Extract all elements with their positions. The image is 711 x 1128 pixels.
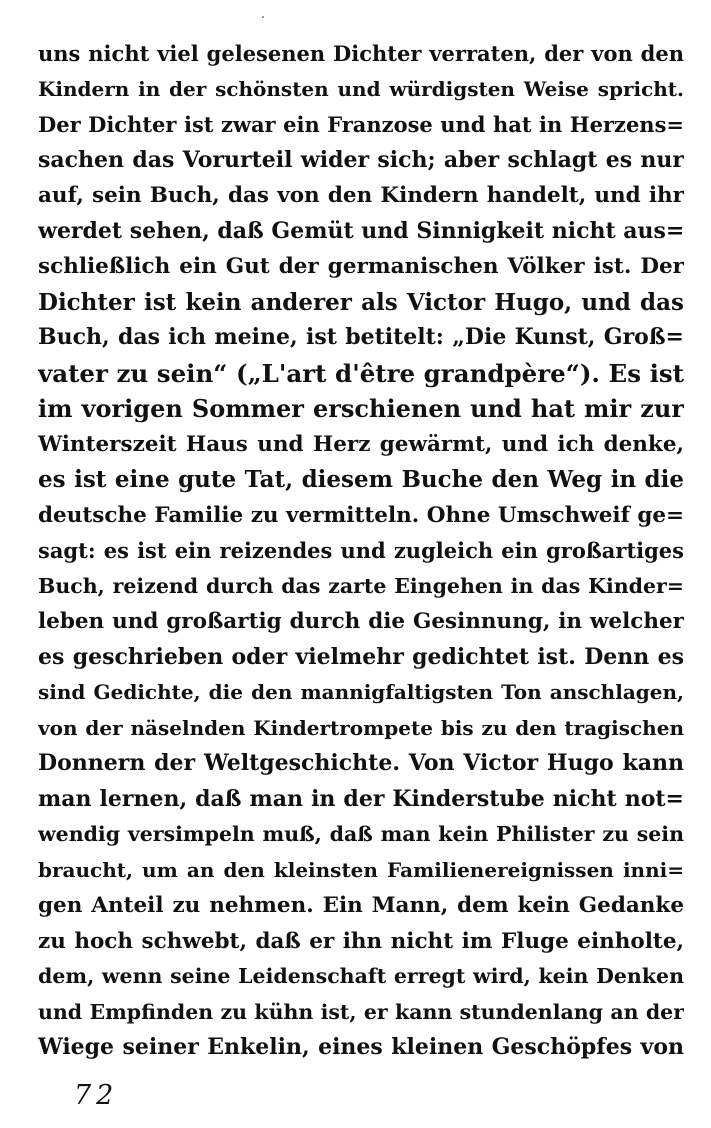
text-line: Dichter ist kein anderer als Victor Hugo, und das [38,288,684,316]
text-line: vater zu sein“ („L'art d'être grandpère“). Es ist [38,358,684,388]
page-number: 72 [74,1080,119,1111]
text-line: sagt: es ist ein reizendes und zugleich ein großartiges [38,538,684,563]
text-line: Wiege seiner Enkelin, eines kleinen Geschöpfes von [38,1034,684,1060]
text-line: leben und großartig durch die Gesinnung, in welcher [38,609,684,634]
text-line: braucht, um an den kleinsten Familienereignissen inni= [38,857,684,882]
text-line: es geschrieben oder vielmehr gedichtet ist. Denn es [38,643,684,670]
text-line: Donnern der Weltgeschichte. Von Victor Hugo kann [38,750,684,776]
text-line: gen Anteil zu nehmen. Ein Mann, dem kein Gedanke [38,893,684,918]
text-line: Buch, das ich meine, ist betitelt: „Die Kunst, Groß= [38,324,684,350]
text-line: Der Dichter ist zwar ein Franzose und hat in Herzens= [38,112,684,137]
text-line: deutsche Familie zu vermitteln. Ohne Umschweif ge= [38,502,684,528]
text-line: es ist eine gute Tat, diesem Buche den Weg in die [38,466,684,493]
text-line: uns nicht viel gelesenen Dichter verraten, der von den [38,41,684,66]
text-line: zu hoch schwebt, daß er ihn nicht im Fluge einholte, [38,928,684,954]
text-line: von der näselnden Kindertrompete bis zu den tragischen [38,715,684,740]
text-line: Winterszeit Haus und Herz gewärmt, und ich denke, [38,431,684,457]
text-line: schließlich ein Gut der germanischen Völker ist. Der [38,254,684,279]
text-line: im vorigen Sommer erschienen und hat mir zur [38,394,684,423]
text-line: werdet sehen, daß Gemüt und Sinnigkeit nicht aus= [38,217,684,244]
text-line: dem, wenn seine Leidenschaft erregt wird, kein Denken [38,964,684,988]
text-line: sachen das Vorurteil wider sich; aber schlagt es nur [38,146,684,173]
body-text [38,36,684,1066]
text-line: sind Gedichte, die den mannigfaltigsten Ton anschlagen, [38,680,684,704]
text-line: Buch, reizend durch das zarte Eingehen in das Kinder= [38,573,684,598]
text-line: auf, sein Buch, das von den Kindern handelt, und ihr [38,183,684,208]
print-speck [262,16,264,18]
text-line: wendig versimpeln muß, daß man kein Philister zu sein [38,822,684,846]
text-line: und Empfinden zu kühn ist, er kann stundenlang an der [38,999,684,1024]
text-line: man lernen, daß man in der Kinderstube nicht not= [38,785,684,812]
text-line: Kindern in der schönsten und würdigsten Weise spricht. [38,76,684,101]
